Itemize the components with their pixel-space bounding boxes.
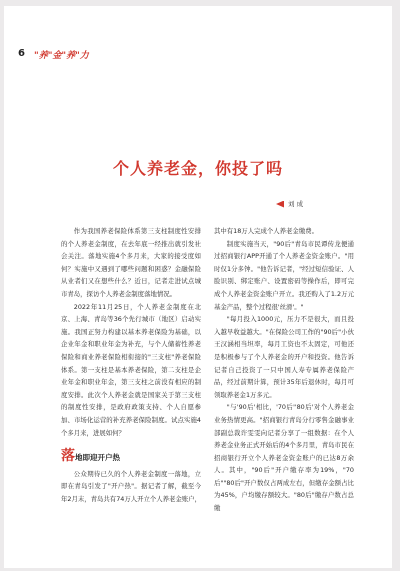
magazine-page — [4, 6, 392, 568]
byline — [276, 199, 303, 208]
paragraph: 制度实施当天，"90后"青岛市民谭传龙便通过招商银行APP开通了个人养老金资金账户。"用时仅1分多钟。"他告诉记者，"经过短信验证、人脸识别、绑定账户、设置密码等操作后，即可完成个人养老金资金账户开立。我还购入了1.2万元基金产品，整个过程很'丝滑'。" — [214, 239, 354, 311]
byline-marker-icon — [276, 201, 284, 208]
section-subhead — [61, 450, 201, 465]
paragraph: 作为我国养老保险体系第三支柱制度性安排的个人养老金制度，在去年底一经推出就引发社会关注。落地实施4个多月来，大家的接受度如何？实施中又遇到了哪些问题和困惑？金融保险从业者们又在想些什么？近日，记者走进试点城市青岛，探访个人养老金制度落地情况。 — [61, 227, 201, 298]
section-tag: "养"金"养"力 — [34, 51, 89, 61]
paragraph: 2022年11月25日，个人养老金制度在北京、上海、青岛等36个先行城市（地区）启动实施。我国正努力构建以基本养老保险为基础，以企业年金和职业年金为补充，与个人储蓄性养老保险和商业养老保险相衔接的"三支柱"养老保险体系。第一支柱是基本养老保险，第二支柱是企业年金和职业年金，第三支柱之前没有相应的制度安排。此次个人养老金就是国家关于第三支柱的制度性安排，是政府政策支持、个人自愿参加、市场化运营的补充养老保险制度。试点实施4个多月来，进展如何？ — [61, 302, 201, 437]
left-column — [61, 225, 201, 505]
paragraph: "与'90后'相比，'70后''80后'对个人养老金业务热情更高。"招商银行青岛分行零售金融事业部副总裁许雯雯向记者分享了一组数据：在个人养老金业务正式开始后的4个多月里，青岛市民在招商银行开立个人养老金资金账户的已达8万余人。其中，"90后"开户缴存率为19%，"70后""80后"开户数仅占两成左右，但缴存金额占比为45%，户均缴存额较大。"80后"缴存户数占总缴 — [214, 403, 354, 513]
right-column — [214, 225, 354, 515]
article-title: 个人养老金，你投了吗 — [112, 159, 283, 178]
subhead-initial: 落 — [61, 448, 75, 465]
page-number: 6 — [18, 48, 25, 59]
paragraph: 其中有18万人完成个人养老金缴费。 — [214, 227, 318, 235]
paragraph: 公众期待已久的个人养老金制度一落地，立即在青岛引发了"开户热"。据记者了解，截至今年2月末，青岛共有74万人开立个人养老金账户， — [61, 469, 202, 503]
byline-author: 刘 成 — [288, 200, 304, 208]
paragraph: "每月投入1000元，压力不是很大，而且投入越早收益越大。"在保险公司工作的"90后"小伙王汉涵相当坦率，每月工资也不太固定，可他还是积极参与了个人养老金的开户和投资。他告诉记者自己投资了一只中国人寿专属养老保险产品，经过前期计算，预计35年后退休时，每月可领取养老金1万多元。 — [214, 315, 354, 399]
subhead-text: 地即迎开户热 — [75, 453, 120, 463]
